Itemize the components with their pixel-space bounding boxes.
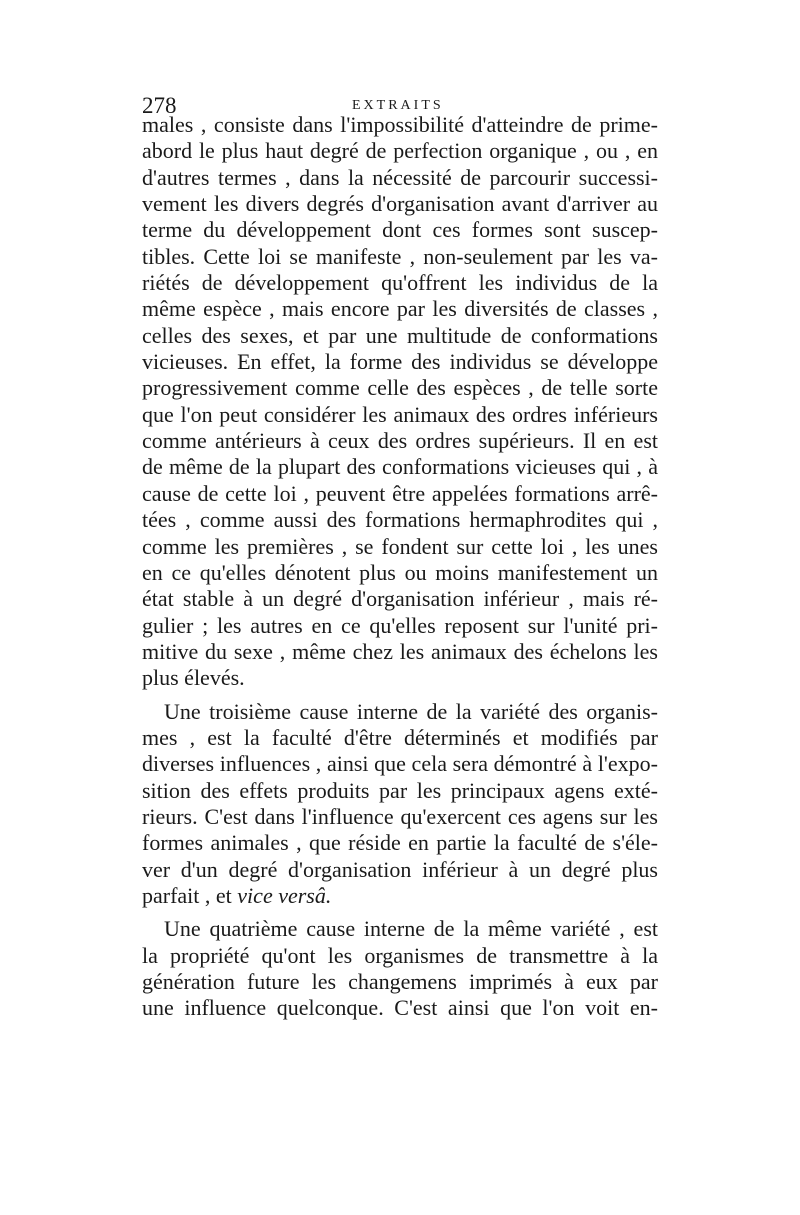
text-line: diverses influences , ainsi que cela sera démontré à l'expo-	[142, 751, 658, 777]
text-line: males , consiste dans l'impossibilité d'atteindre de prime-	[142, 112, 658, 137]
text-line: formes animales , que réside en partie la faculté de s'éle-	[142, 830, 658, 856]
page-number: 278	[142, 93, 177, 118]
paragraph-gap	[142, 909, 658, 916]
text-line: comme les premières , se fondent sur cette loi , les unes	[142, 533, 658, 559]
text-line: Une quatrième cause interne de la même variété , est	[164, 916, 658, 942]
running-title: EXTRAITS	[352, 98, 444, 113]
text-line: ver d'un degré d'organisation inférieur à un degré plus	[142, 856, 658, 882]
text-line: Une troisième cause interne de la variété des organis-	[164, 698, 658, 724]
text-line: terme du développement dont ces formes sont suscep-	[142, 217, 658, 243]
text-line: plus élevés.	[142, 665, 245, 691]
italic-phrase: vice versâ.	[237, 882, 332, 908]
text-line: tées , comme aussi des formations hermaphrodites qui ,	[142, 507, 658, 533]
text-line: la propriété qu'ont les organismes de transmettre à la	[142, 942, 658, 968]
body-text	[142, 112, 658, 1022]
text-line: une influence quelconque. C'est ainsi que l'on voit en-	[142, 995, 658, 1021]
text-line: de même de la plupart des conformations vicieuses qui , à	[142, 454, 658, 480]
text-line: vement les divers degrés d'organisation avant d'arriver au	[142, 191, 658, 217]
text-line: comme antérieurs à ceux des ordres supérieurs. Il en est	[142, 428, 658, 454]
text-line: progressivement comme celle des espèces , de telle sorte	[142, 375, 658, 401]
paragraph-1	[142, 112, 658, 692]
text-line: que l'on peut considérer les animaux des ordres inférieurs	[142, 401, 658, 427]
text-line: celles des sexes, et par une multitude de conformations	[142, 322, 658, 348]
text-line	[142, 883, 658, 909]
text-line: abord le plus haut degré de perfection organique , ou , en	[142, 138, 658, 164]
text-line: état stable à un degré d'organisation inférieur , mais ré-	[142, 586, 658, 612]
text-line: même espèce , mais encore par les diversités de classes ,	[142, 296, 658, 322]
text-line: tibles. Cette loi se manifeste , non-seulement par les va-	[142, 243, 658, 269]
text-line: en ce qu'elles dénotent plus ou moins manifestement un	[142, 559, 658, 585]
paragraph-gap	[142, 692, 658, 699]
paragraph-2	[142, 699, 658, 910]
text-line: d'autres termes , dans la nécessité de parcourir successi-	[142, 164, 658, 190]
text-line: génération future les changemens imprimés à eux par	[142, 969, 658, 994]
text-fragment: parfait , et	[142, 882, 238, 908]
text-line: rieurs. C'est dans l'influence qu'exercent ces agens sur les	[142, 803, 658, 829]
text-line: vicieuses. En effet, la forme des individus se développe	[142, 349, 658, 375]
paragraph-3	[142, 916, 658, 1021]
text-line: cause de cette loi , peuvent être appelées formations arrê-	[142, 480, 658, 506]
text-line: gulier ; les autres en ce qu'elles reposent sur l'unité pri-	[142, 612, 658, 638]
text-line: mitive du sexe , même chez les animaux des échelons les	[142, 638, 658, 664]
text-line: mes , est la faculté d'être déterminés et modifiés par	[142, 724, 658, 750]
text-line: riétés de développement qu'offrent les individus de la	[142, 270, 658, 296]
text-line: sition des effets produits par les principaux agens exté-	[142, 777, 658, 803]
